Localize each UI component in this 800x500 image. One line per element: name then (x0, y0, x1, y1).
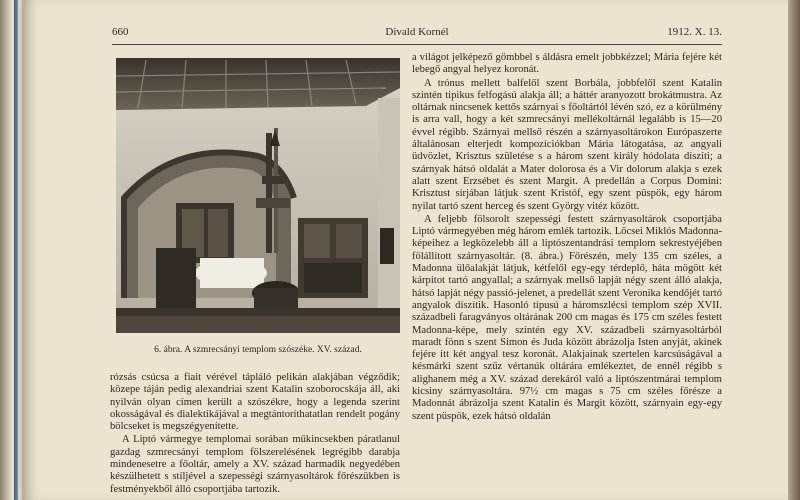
running-header (112, 26, 722, 44)
photo-drawing (116, 58, 400, 333)
book-spine-edge (14, 0, 18, 500)
left-text-column (110, 372, 400, 500)
running-author: Divald Kornél (385, 26, 449, 38)
paragraph: a világot jelképező gömbbel s áldásra emelt jobbkézzel; Mária fejére két lebegő angyal helyez koronát. (412, 52, 722, 76)
paragraph: rózsás csúcsa a fiait vérével tápláló pelikán alakjában végződik; közepe táján pedig alexandriai szent Katalin szoborocskája áll, aki nyilván olyan címen került a szószékre, hogy a legenda szerint okosságával és dialektikájával a megtántoríthatatlan rendelt pogány bölcseket is megszégyenítette. (110, 372, 400, 433)
right-text-column (412, 52, 722, 500)
figure-caption: 6. ábra. A szmrecsányi templom szószéke. XV. század. (154, 345, 362, 355)
church-interior-photo (116, 58, 400, 333)
paragraph: A Liptó vármegye templomai sorában műkincsekben páratlanul gazdag szmrecsányi templom fölszerelésének legrégibb darabja mindenesetre a főoltár, amely a XV. század harmadik negyedében készülhetett s stíljével a szepességi szárnyasoltárok főrészükben is festményekből álló csoportjába tartozik. (110, 434, 400, 495)
paragraph: A trónus mellett balfelől szent Borbála, jobbfelől szent Katalin szintén tipikus felfogású alakja áll; a háttér aranyozott brokátmustra. Az oltárnak nincsenek kettős szárnyai s főoltártól lévén szó, ez a körülmény is arra vall, hogy a két szmrecsányi mellékoltárnál legalább is 15—20 évvel régibb. Szárnyai mellső részén a szárnyasoltárokon Európaszerte általánosan elterjedt kompozíciókban Mária látogatása, az angyali üdvözlet, Krisztus születése s a három szent király hódolata díszíti; a szárnyak hátsó oldalát a Mater dolorosa és a Vir dolorum alakja s ezek alatt szent Erzsébet és szent Margit. A predellán a Corpus Domini: Krisztust sírjában látjuk szent Kristóf, egy szent püspök, egy három nyilat tartó szent herceg és szent György vitéz között. (412, 77, 722, 212)
header-rule (112, 44, 722, 45)
page-number: 660 (112, 26, 129, 38)
issue-date: 1912. X. 13. (667, 26, 722, 38)
next-page-edge (788, 0, 800, 500)
paragraph: A feljebb fölsorolt szepességi festett szárnyasoltárok csoportjába Liptó vármegyében még három emlék tartozik. Lőcsei Miklós Madonna-képeihez a legközelebb áll a liptószentandrási templom sekrestyéjében fölállított szárnyasoltár. (8. ábra.) Főrészén, mely 135 cm széles, a Madonna ülőalakját látjuk, kétfelől egy-egy térdeplő, háta mögött két kárpitot tartó angyallal; a szárnyak mellső lapját négy szent álló alakja, hátsó lapját négy passió-jelenet, a predellát szent Veronika kendőjét tartó angyalok díszítik. Hasonló típusú a háromszlécsi templom szép XVII. századbeli faragványos oltárának 200 cm magas és 175 cm széles festett Madonna-képe, mely szintén egy XV. századbeli szárnyasoltárból maradt fönn s szent Simon és Juda között ábrázolja Isten anyját, akinek fejére itt két angyal tesz koronát. Alakjainak szertelen karcsúságával a késmárki szent szűz vértanúk oltárára emlékeztet, de ennél régibb s alighanem még a XV. század derekáról való a liptószentmárai templom kicsiny szárnyasoltára. 97½ cm magas s 75 cm széles főrésze a Madonnát ábrázolja szent Katalin és Margit között, szárnyain egy-egy szent püspök, ezek hátsó oldalán (412, 213, 722, 422)
previous-page-edge (0, 0, 22, 500)
